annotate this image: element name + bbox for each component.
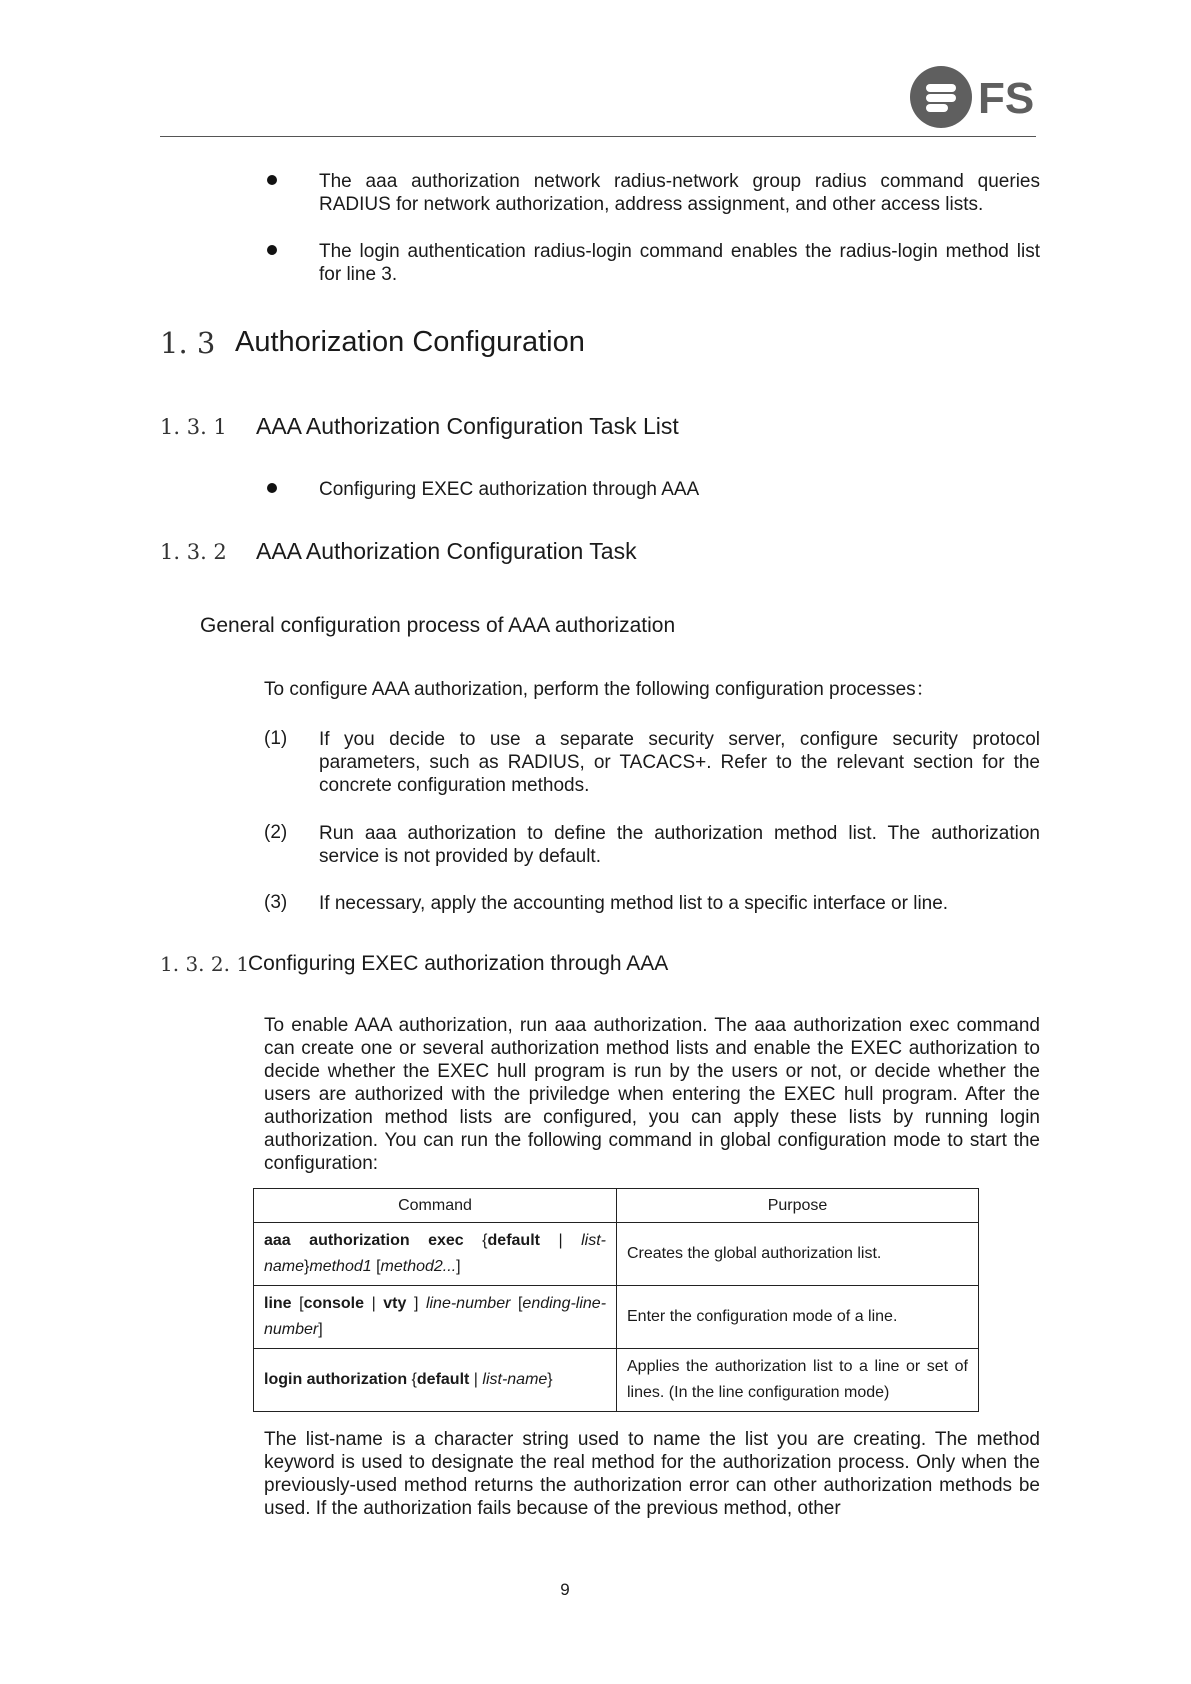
section-title: AAA Authorization Configuration Task List <box>256 413 679 439</box>
bullet-text: The aaa authorization network radius-network group radius command queries RADIUS for network authorization, address assignment, and other access lists. <box>319 171 1040 215</box>
purpose-cell: Creates the global authorization list. <box>617 1223 979 1286</box>
logo-text: FS <box>978 74 1035 123</box>
step-number: (3) <box>264 892 288 913</box>
section-number: 1. 3. 1 <box>160 415 227 439</box>
fs-logo <box>908 64 1040 130</box>
section-number: 1. 3. 2. 1 <box>160 952 250 976</box>
section-title: AAA Authorization Configuration Task <box>256 538 637 564</box>
step-number: (2) <box>264 822 288 843</box>
table-row <box>254 1223 979 1286</box>
command-cell: aaa authorization exec {default | list-name}method1 [method2...] <box>254 1223 617 1286</box>
table-row <box>254 1349 979 1412</box>
after-table-paragraph: The list-name is a character string used to name the list you are creating. The method keyword is used to designate the real method for the authorization process. Only when the previously-used method returns the authorization error can other authorization methods be used. If the authorization fails because of the previous method, other <box>264 1429 1040 1519</box>
fs-logo-mark-icon <box>908 64 1040 130</box>
table-header-cell: Purpose <box>617 1189 979 1223</box>
intro-text: To configure AAA authorization, perform the following configuration processes： <box>264 679 935 700</box>
subheading: General configuration process of AAA authorization <box>200 614 676 637</box>
header-rule <box>160 136 1036 137</box>
step-text: If you decide to use a separate security server, configure security protocol parameters, such as RADIUS, or TACACS+. Refer to the relevant section for the concrete configuration methods. <box>319 729 1040 796</box>
bullet-text: Configuring EXEC authorization through AAA <box>319 479 700 500</box>
step-text: Run aaa authorization to define the authorization method list. The authorization service is not provided by default. <box>319 823 1040 867</box>
section-title: Configuring EXEC authorization through AAA <box>248 952 669 975</box>
section-heading-1-3-2 <box>160 538 637 565</box>
command-cell: line [console | vty ] line-number [ending-line-number] <box>254 1286 617 1349</box>
table-row <box>254 1286 979 1349</box>
section-number: 1. 3. 2 <box>160 540 227 564</box>
bullet-icon <box>267 245 277 255</box>
section-title: Authorization Configuration <box>235 326 585 358</box>
section-number: 1. 3 <box>160 326 216 360</box>
section-heading-1-3 <box>160 326 585 361</box>
section-heading-1-3-1 <box>160 413 679 440</box>
body-paragraph: To enable AAA authorization, run aaa authorization. The aaa authorization exec command can create one or several authorization method lists and enable the EXEC authorization to decide whether the EXEC hull program is run by the users or not, or decide whether the users are authorized with the priviledge when entering the EXEC hull program. After the authorization method lists are configured, you can apply these lists by running login authorization. You can run the following command in global configuration mode to start the configuration: <box>264 1015 1040 1174</box>
bullet-icon <box>267 483 277 493</box>
command-table <box>253 1188 979 1412</box>
table-header-cell: Command <box>254 1189 617 1223</box>
purpose-cell: Applies the authorization list to a line or set of lines. (In the line configuration mode) <box>617 1349 979 1412</box>
page-number: 9 <box>560 1580 570 1599</box>
section-heading-1-3-2-1 <box>160 952 669 977</box>
step-text: If necessary, apply the accounting method list to a specific interface or line. <box>319 893 949 914</box>
table-header-row <box>254 1189 979 1223</box>
bullet-icon <box>267 175 277 185</box>
step-number: (1) <box>264 728 288 749</box>
bullet-text: The login authentication radius-login command enables the radius-login method list for line 3. <box>319 241 1040 285</box>
command-cell: login authorization {default | list-name} <box>254 1349 617 1412</box>
purpose-cell: Enter the configuration mode of a line. <box>617 1286 979 1349</box>
